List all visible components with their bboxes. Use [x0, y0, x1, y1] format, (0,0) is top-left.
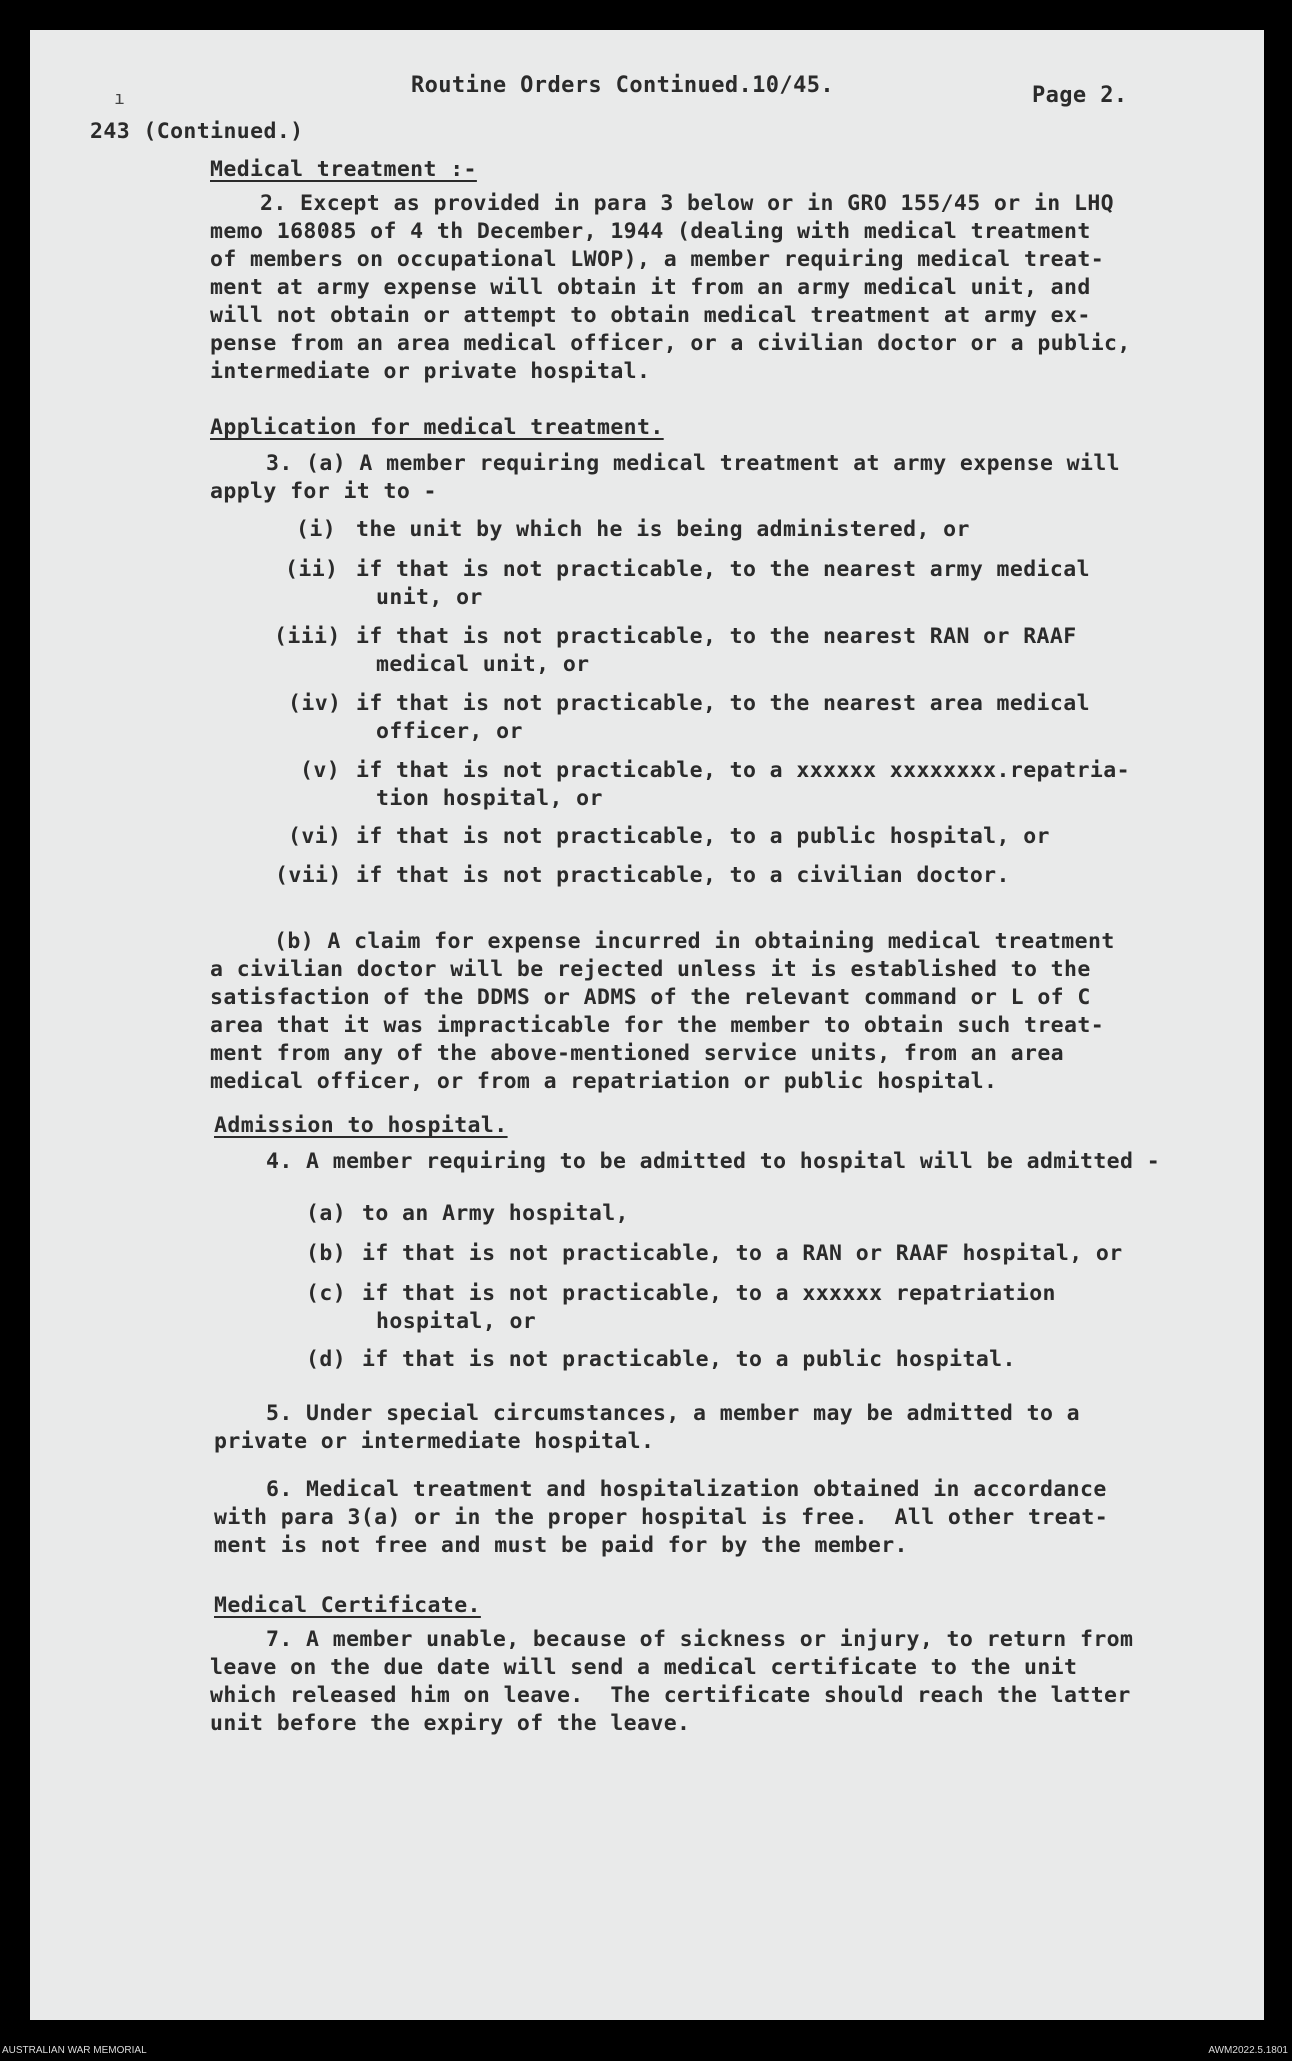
list-item-text: if that is not practicable, to the nearest RAN or RAAF — [356, 624, 1077, 649]
paragraph-4: 4. A member requiring to be admitted to hospital will be admitted - — [266, 1149, 1161, 1174]
document-page — [30, 30, 1264, 2020]
text-line: area that it was impracticable for the member to obtain such treat- — [210, 1013, 1105, 1038]
list-item-text: the unit by which he is being administered, or — [356, 517, 970, 542]
section-heading-application: Application for medical treatment. — [210, 415, 664, 440]
text-line: will not obtain or attempt to obtain medical treatment at army ex- — [210, 303, 1091, 328]
list-item-text: if that is not practicable, to a civilian doctor. — [356, 863, 1010, 888]
section-heading-admission: Admission to hospital. — [214, 1113, 508, 1138]
list-item-number: (ii) — [285, 557, 339, 582]
section-heading-medical-treatment: Medical treatment :- — [210, 157, 477, 182]
list-item-text: officer, or — [376, 719, 523, 744]
list-item-text: hospital, or — [376, 1309, 537, 1334]
list-item-number: (i) — [296, 517, 337, 542]
text-line: 2. Except as provided in para 3 below or in GRO 155/45 or in LHQ — [260, 191, 1115, 216]
text-line: pense from an area medical officer, or a civilian doctor or a public, — [210, 331, 1131, 356]
paragraph-6-line: with para 3(a) or in the proper hospital is free. All other treat- — [214, 1505, 1109, 1530]
list-item-text: if that is not practicable, to the nearest area medical — [356, 691, 1090, 716]
list-item-text: if that is not practicable, to a public hospital. — [362, 1347, 1016, 1372]
text-line: of members on occupational LWOP), a member requiring medical treat- — [210, 247, 1105, 272]
list-item-number: (vii) — [275, 863, 342, 888]
section-heading-certificate: Medical Certificate. — [214, 1593, 481, 1618]
footer-archive-name: AUSTRALIAN WAR MEMORIAL — [2, 2045, 147, 2056]
text-line: satisfaction of the DDMS or ADMS of the relevant command or L of C — [210, 985, 1091, 1010]
paragraph-7-line: 7. A member unable, because of sickness or injury, to return from — [266, 1627, 1134, 1652]
text-line: medical officer, or from a repatriation or public hospital. — [210, 1069, 998, 1094]
page-number: Page 2. — [1032, 83, 1128, 108]
paragraph-3a-line: 3. (a) A member requiring medical treatment at army expense will — [266, 451, 1121, 476]
list-item-text: medical unit, or — [376, 652, 590, 677]
list-item-number: (d) — [306, 1347, 347, 1372]
ink-mark: ı — [114, 88, 125, 109]
item-number: 243 (Continued.) — [90, 119, 304, 144]
paragraph-5-line: 5. Under special circumstances, a member may be admitted to a — [266, 1401, 1080, 1426]
list-item-number: (b) — [306, 1241, 347, 1266]
paragraph-7-line: leave on the due date will send a medical certificate to the unit — [210, 1655, 1078, 1680]
list-item-number: (c) — [306, 1281, 347, 1306]
text-line: a civilian doctor will be rejected unless it is established to the — [210, 957, 1091, 982]
list-item-text: if that is not practicable, to a xxxxxx xxxxxxxx.repatria- — [356, 758, 1130, 783]
list-item-text: unit, or — [376, 585, 483, 610]
list-item-text: if that is not practicable, to a public hospital, or — [356, 824, 1050, 849]
footer-reference: AWM2022.5.1801 — [1208, 2045, 1288, 2056]
list-item-text: if that is not practicable, to the nearest army medical — [356, 557, 1090, 582]
document-title: Routine Orders Continued.10/45. — [411, 73, 834, 98]
list-item-text: tion hospital, or — [376, 786, 603, 811]
paragraph-7-line: unit before the expiry of the leave. — [210, 1711, 691, 1736]
paragraph-6-line: 6. Medical treatment and hospitalization obtained in accordance — [266, 1477, 1107, 1502]
text-line: ment from any of the above-mentioned service units, from an area — [210, 1041, 1065, 1066]
text-line: (b) A claim for expense incurred in obtaining medical treatment — [274, 929, 1115, 954]
list-item-number: (iii) — [274, 624, 341, 649]
list-item-text: to an Army hospital, — [362, 1201, 629, 1226]
paragraph-6-line: ment is not free and must be paid for by the member. — [214, 1533, 908, 1558]
text-line: intermediate or private hospital. — [210, 359, 651, 384]
list-item-number: (v) — [300, 758, 341, 783]
text-line: ment at army expense will obtain it from an army medical unit, and — [210, 275, 1091, 300]
list-item-number: (iv) — [288, 691, 342, 716]
text-line: memo 168085 of 4 th December, 1944 (dealing with medical treatment — [210, 219, 1091, 244]
paragraph-7-line: which released him on leave. The certificate should reach the latter — [210, 1683, 1131, 1708]
list-item-number: (vi) — [288, 824, 342, 849]
paragraph-3a-line: apply for it to - — [210, 479, 437, 504]
list-item-text: if that is not practicable, to a xxxxxx repatriation — [362, 1281, 1056, 1306]
list-item-number: (a) — [306, 1201, 347, 1226]
list-item-text: if that is not practicable, to a RAN or RAAF hospital, or — [362, 1241, 1123, 1266]
document-paper — [30, 30, 1264, 2020]
paragraph-5-line: private or intermediate hospital. — [214, 1429, 655, 1454]
